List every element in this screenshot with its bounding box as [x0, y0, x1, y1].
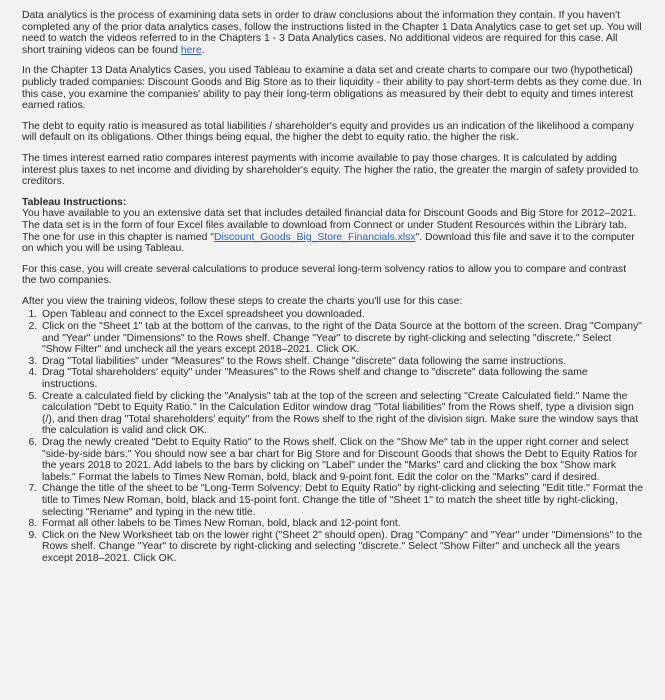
- steps-list: [22, 309, 643, 564]
- list-item: 3. Drag "Total liabilities" under "Measures" to the Rows shelf. Change "discrete" data following the same instructions.: [40, 356, 643, 368]
- list-item: 2. Click on the "Sheet 1" tab at the bottom of the canvas, to the right of the Data Source at the bottom of the screen. Drag "Company" and "Year" under "Dimensions" to the Rows shelf. Change "Year" to discrete by right-clicking and selecting "discrete." Select "Show Filter" and uncheck all the years except 2018–2021. Click OK.: [40, 321, 643, 356]
- case-paragraph: For this case, you will create several calculations to produce several long-term solvency ratios to allow you to compare and contrast the two companies.: [22, 263, 627, 287]
- intro-text: Data analytics is the process of examining data sets in order to draw conclusions about the information they contain. If you haven't completed any of the prior data analytics cases, follow the instructions listed in the Chapter 1 Data Analytics case to get set up. You will need to watch the videos referred to in the Chapters 1 - 3 Data Analytics cases. No additional videos are required for this case. All short training videos can be found: [22, 10, 642, 56]
- intro-paragraph: [22, 10, 643, 56]
- list-item: 6. Drag the newly created "Debt to Equity Ratio" to the Rows shelf. Click on the "Show Me" tab in the upper right corner and select "side-by-side bars." You should now see a bar chart for Big Store and for Discount Goods that shows the Debt to Equity Ratios for the years 2018 to 2021. Add labels to the bars by clicking on "Label" under the "Marks" card and clicking the box "Show mark labels." Format the labels to Times New Roman, bold, black and 9-point font. Edit the color on the "Marks" card if desired.: [40, 437, 643, 483]
- after-videos-paragraph: After you view the training videos, follow these steps to create the charts you'll use for this case:: [22, 295, 463, 307]
- list-item: 5. Create a calculated field by clicking the "Analysis" tab at the top of the screen and selecting "Create Calculated field." Name the calculation "Debt to Equity Ratio." In the Calculation Editor window drag "Total liabilities" from the Rows shelf, type a division sign (/), and then drag "Total shareholders' equity" from the Rows shelf to the right of the division sign. Make sure the window says that the calculation is valid and click OK.: [40, 391, 643, 437]
- tableau-section-heading: Tableau Instructions:: [22, 196, 127, 208]
- here-link[interactable]: here: [180, 44, 202, 56]
- list-item: 9. Click on the New Worksheet tab on the lower right ("Sheet 2" should open). Drag "Company" and "Year" under "Dimensions" to the Rows shelf. Change "Year" to discrete by right-clicking and selecting "discrete." Select "Show Filter" and uncheck all the years except 2018–2021. Click OK.: [40, 530, 643, 565]
- tableau-paragraph: [22, 208, 643, 254]
- list-item: 7. Change the title of the sheet to be "Long-Term Solvency: Debt to Equity Ratio" by right-clicking and selecting "Edit title." Format the title to Times New Roman, bold, black and 15-point font. Change the title of "Sheet 1" to match the sheet title by right-clicking, selecting "Rename" and typing in the new title.: [40, 483, 643, 518]
- list-item: 8. Format all other labels to be Times New Roman, bold, black and 12-point font.: [40, 518, 643, 530]
- intro-text-end: .: [201, 44, 205, 56]
- tableau-text: You have available to you an extensive data set that includes detailed financial data for Discount Goods and Big Store for 2012–2021. The data set is in the form of four Excel files available to download from Connect or under Student Resources within the Library tab. The one for use in this chapter is named ": [22, 208, 637, 243]
- list-item: 1. Open Tableau and connect to the Excel spreadsheet you downloaded.: [40, 309, 643, 321]
- list-item: 4. Drag "Total shareholders' equity" under "Measures" to the Rows shelf and change to "discrete" data following the same instructions.: [40, 367, 643, 390]
- liquidity-paragraph: In the Chapter 13 Data Analytics Cases, you used Tableau to examine a data set and create charts to compare our two (hypothetical) publicly traded companies: Discount Goods and Big Store as to their liquidity - their ability to pay short-term debts as they come due. In this case, you examine the companies' ability to pay their long-term obligations as measured by their debt to equity and times interest earned ratios.: [22, 65, 642, 112]
- data-file-link[interactable]: Discount_Goods_Big_Store_Financials.xlsx: [213, 231, 416, 243]
- debt-equity-paragraph: The debt to equity ratio is measured as total liabilities / shareholder's equity and provides us an indication of the likelihood a company will default on its obligations. Other things being equal, the higher the debt to equity ratio, the higher the risk.: [22, 120, 634, 144]
- tableau-text-end: ". Download this file and save it to the computer on which you will be using Tableau.: [22, 231, 635, 255]
- times-interest-paragraph: The times interest earned ratio compares interest payments with income available to pay those charges. It is calculated by adding interest plus taxes to net income and dividing by shareholder's equity. The higher the ratio, the greater the margin of safety provided to creditors.: [22, 152, 639, 188]
